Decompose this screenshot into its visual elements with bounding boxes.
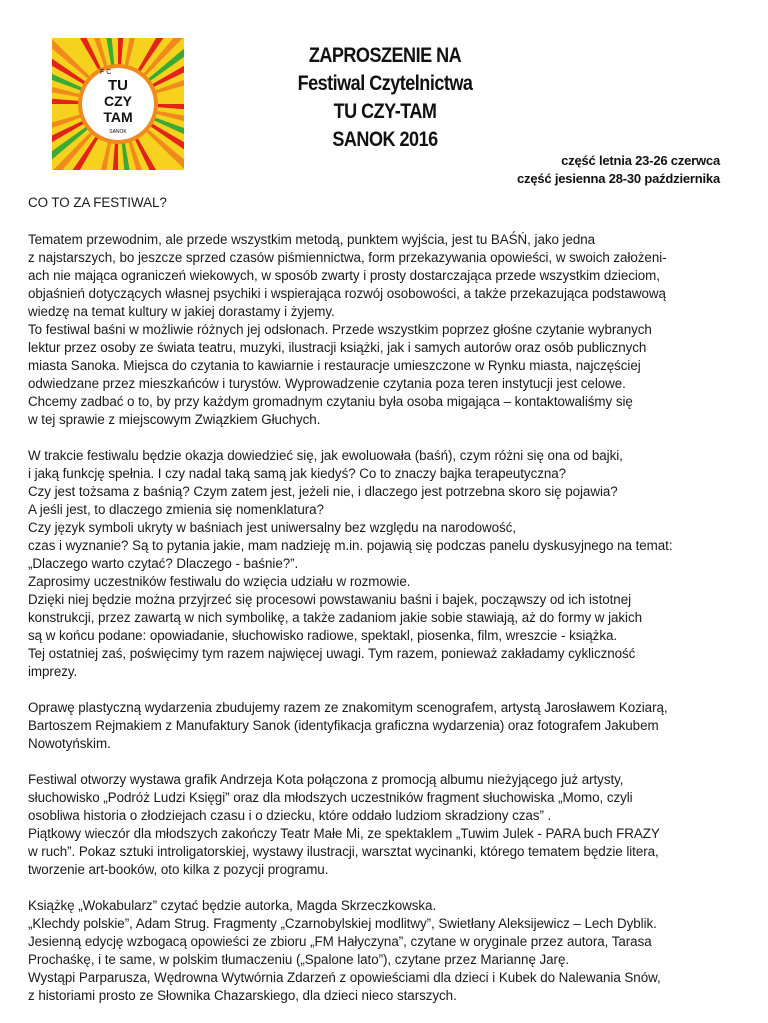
title-line: SANOK 2016	[332, 128, 438, 151]
page-title	[278, 42, 493, 154]
text-line: To festiwal baśni w możliwie różnych jej odsłonach. Przede wszystkim poprzez głośne czytanie wybranych	[28, 322, 652, 337]
text-line: Prochaśkę, i te same, w polskim tłumaczeniu („Spalone lato”), czytane przez Mariannę Jarę.	[28, 952, 570, 967]
text-line: Czy jest tożsama z baśnią? Czym zatem jest, jeżeli nie, i dlaczego jest potrzebna skoro się pojawia?	[28, 484, 618, 499]
text-line: z historiami prosto ze Słownika Chazarskiego, dla dzieci nieco starszych.	[28, 988, 457, 1003]
date-autumn: część jesienna 28-30 października	[517, 171, 720, 186]
text-line: wiedzę na temat kultury w jakiej dorastamy i żyjemy.	[28, 304, 335, 319]
text-line: Zaprosimy uczestników festiwalu do wzięcia udziału w rozmowie.	[28, 574, 411, 589]
logo-word-tam: TAM	[103, 109, 133, 125]
text-line: osobliwa historia o złodziejach czasu i o dziecku, które oddało ludziom skradziony czas” .	[28, 808, 552, 823]
text-line: Nowotyńskim.	[28, 736, 111, 751]
text-line: słuchowisko „Podróż Ludzi Księgi” oraz dla młodszych uczestników fragment słuchowiska „Momo, czyli	[28, 790, 633, 805]
title-line: ZAPROSZENIE NA	[308, 44, 462, 67]
text-line: objaśnień dotyczących własnej psychiki i wspierająca rozwój osobowości, a także przekazująca podstawową	[28, 286, 666, 301]
text-line: Piątkowy wieczór dla młodszych zakończy Teatr Małe Mi, ze spektaklem „Tuwim Julek - PARA buch FRAZY	[28, 826, 660, 841]
text-line: lektur przez osoby ze świata teatru, muzyki, ilustracji książki, jak i samych autorów oraz osób publicznych	[28, 340, 647, 355]
text-line: „Klechdy polskie”, Adam Strug. Fragmenty „Czarnobylskiej modlitwy”, Swietłany Aleksijewicz – Lech Dyblik.	[28, 916, 657, 931]
paragraph	[28, 771, 746, 879]
text-line: W trakcie festiwalu będzie okazja dowiedzieć się, jak ewoluowała (baśń), czym różni się ona od bajki,	[28, 448, 623, 463]
text-line: w tej sprawie z miejscowym Związkiem Głuchych.	[28, 412, 321, 427]
text-line: są w końcu podane: opowiadanie, słuchowisko radiowe, spektakl, piosenka, film, wreszcie - książka.	[28, 628, 618, 643]
text-line: miasta Sanoka. Miejsca do czytania to kawiarnie i restauracje umieszczone w Rynku miasta, najczęściej	[28, 358, 641, 373]
paragraph	[28, 699, 746, 753]
text-line: Bartoszem Rejmakiem z Manufaktury Sanok (identyfikacja graficzna wydarzenia) oraz fotografem Jakubem	[28, 718, 659, 733]
title-line: TU CZY-TAM	[333, 100, 437, 123]
text-line: Chcemy zadbać o to, by przy każdym gromadnym czytaniu była osoba migająca – kontaktowaliśmy się	[28, 394, 633, 409]
text-line: Festiwal otworzy wystawa grafik Andrzeja Kota połączona z promocją albumu nieżyjącego już artysty,	[28, 772, 624, 787]
title-line: Festiwal Czytelnictwa	[297, 72, 473, 95]
text-line: konstrukcji, przez zawartą w nich symbolikę, a także zadaniom jakie sobie stawiają, aż do formy w jakich	[28, 610, 643, 625]
paragraph	[28, 447, 746, 681]
logo-word-czy: CZY	[104, 93, 132, 109]
text-line: A jeśli jest, to dlaczego zmienia się nomenklatura?	[28, 502, 324, 517]
body-text	[28, 194, 746, 1023]
text-line: Dzięki niej będzie można przyjrzeć się procesowi powstawaniu baśni i bajek, począwszy od ich istotnej	[28, 592, 632, 607]
text-line: Oprawę plastyczną wydarzenia zbudujemy razem ze znakomitym scenografem, artystą Jarosławem Koziarą,	[28, 700, 668, 715]
paragraphs	[28, 231, 746, 1005]
paragraph	[28, 897, 746, 1005]
text-line: czas i wyznanie? Są to pytania jakie, mam nadzieję m.in. pojawią się podczas panelu dyskusyjnego na temat:	[28, 538, 673, 553]
text-line: z najstarszych, bo jeszcze sprzed czasów piśmiennictwa, form przekazywania opowieści, w swoich założeni-	[28, 250, 667, 265]
text-line: odwiedzane przez mieszkańców i turystów. Wyprowadzenie czytania poza teren instytucji jest celowe.	[28, 376, 626, 391]
festival-dates	[517, 152, 720, 188]
section-heading: CO TO ZA FESTIWAL?	[28, 195, 167, 210]
text-line: Książkę „Wokabularz” czytać będzie autorka, Magda Skrzeczkowska.	[28, 898, 437, 913]
text-line: Wystąpi Parparusza, Wędrowna Wytwórnia Zdarzeń z opowieściami dla dzieci i Kubek do Nalewania Snów,	[28, 970, 661, 985]
logo-fc-letters: F C	[100, 69, 112, 76]
date-summer: część letnia 23-26 czerwca	[561, 153, 720, 168]
text-line: ach nie mająca ograniczeń wiekowych, w sposób zwarty i prosty dostarczająca przede wszystkim dzieciom,	[28, 268, 660, 283]
text-line: imprezy.	[28, 664, 78, 679]
text-line: Tematem przewodnim, ale przede wszystkim metodą, punktem wyjścia, jest tu BAŚŃ, jako jedna	[28, 232, 596, 247]
text-line: Tej ostatniej zaś, poświęcimy tym razem najwięcej uwagi. Tym razem, ponieważ zakładamy cykliczność	[28, 646, 636, 661]
text-line: i jaką funkcję spełnia. I czy nadal taką samą jak kiedyś? Co to znaczy bajka terapeutyczna?	[28, 466, 567, 481]
text-line: Jesienną edycję wzbogacą opowieści ze zbioru „FM Hałyczyna”, czytane w oryginale przez autora, Tarasa	[28, 934, 652, 949]
logo-word-tu: TU	[108, 77, 128, 94]
text-line: w ruch”. Pokaz sztuki introligatorskiej, wystawy ilustracji, warsztat wycinanki, którego tematem będzie litera,	[28, 844, 659, 859]
sunburst-logo-icon	[52, 38, 184, 170]
text-line: „Dlaczego warto czytać? Dlaczego - baśnie?”.	[28, 556, 299, 571]
paragraph	[28, 231, 746, 429]
text-line: Czy język symboli ukryty w baśniach jest uniwersalny bez względu na narodowość,	[28, 520, 516, 535]
text-line: tworzenie art-booków, oto kilka z pozycji programu.	[28, 862, 329, 877]
logo-city: SANOK	[109, 129, 127, 135]
festival-logo	[52, 38, 184, 170]
